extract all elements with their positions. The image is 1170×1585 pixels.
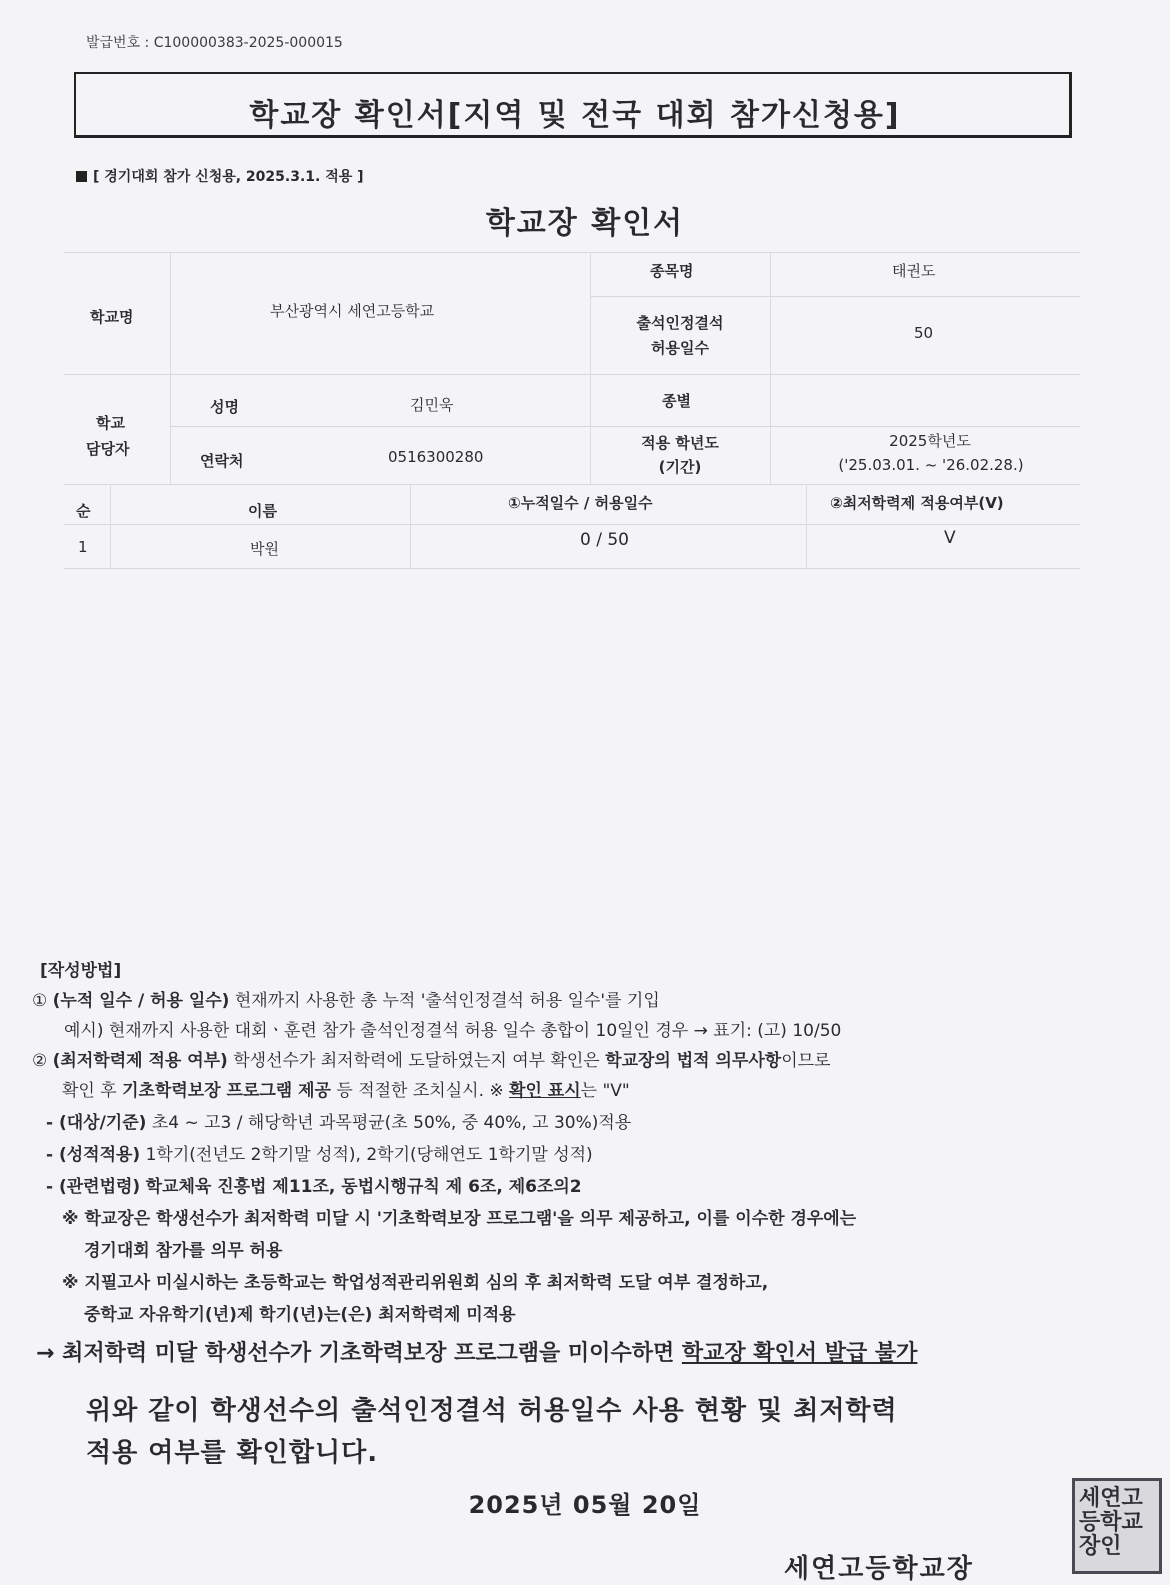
row-no: 1 — [78, 538, 88, 556]
official-seal-icon — [1072, 1478, 1162, 1574]
signer-name: 세연고등학교장 — [784, 1554, 974, 1584]
year-label-1: 적용 학년도 — [641, 434, 719, 452]
instruction-line-8: ※ 학교장은 학생선수가 최저학력 미달 시 '기초학력보장 프로그램'을 의무 제공하고, 이를 이수한 경우에는 — [62, 1209, 857, 1229]
instruction-line-10: ※ 지필고사 미실시하는 초등학교는 학업성적관리위원회 심의 후 최저학력 도달 여부 결정하고, — [62, 1273, 769, 1293]
instruction-7-title: - (관련법령) — [46, 1177, 141, 1197]
sport-label: 종목명 — [650, 262, 694, 280]
allowed-days-label-2: 허용일수 — [651, 339, 709, 357]
form-note-text: [ 경기대회 참가 신청용, 2025.3.1. 적용 ] — [93, 169, 364, 185]
table-rule — [170, 426, 1080, 427]
contact-label: 연락처 — [200, 452, 244, 470]
instruction-5-title: - (대상/기준) — [46, 1113, 147, 1133]
confirmation-line-1: 위와 같이 학생선수의 출석인정결석 허용일수 사용 현황 및 최저학력 — [86, 1396, 898, 1426]
manager-label-1: 학교 — [96, 414, 125, 432]
instruction-7-text: 학교체육 진흥법 제11조, 동법시행규칙 제 6조, 제6조의2 — [145, 1177, 582, 1197]
instruction-4-emphasis: 기초학력보장 프로그램 제공 — [122, 1081, 331, 1101]
instruction-line-3 — [32, 1046, 830, 1071]
instruction-3-text: 학생선수가 최저학력에 도달하였는지 여부 확인은 — [233, 1051, 600, 1071]
warning-line — [36, 1336, 917, 1367]
table-rule — [64, 568, 1080, 569]
table-rule — [590, 296, 1080, 297]
seal-text: 세연고등학교장인 — [1079, 1486, 1143, 1559]
instruction-5-text: 초4 ~ 고3 / 해당학년 과목평균(초 50%, 중 40%, 고 30%)적용 — [151, 1113, 632, 1133]
instructions-heading: [작성방법] — [40, 961, 122, 981]
table-rule — [410, 484, 411, 568]
warning-text: → 최저학력 미달 학생선수가 기초학력보장 프로그램을 미이수하면 — [36, 1341, 675, 1366]
main-title: 학교장 확인서[지역 및 전국 대회 참가신청용] — [249, 98, 901, 133]
square-bullet-icon — [76, 171, 87, 182]
warning-underline: 학교장 확인서 발급 불가 — [681, 1341, 918, 1366]
form-note — [76, 166, 364, 186]
issue-number: 발급번호 : C100000383-2025-000015 — [86, 35, 343, 51]
instruction-line-5 — [46, 1108, 631, 1133]
instruction-6-title: - (성적적용) — [46, 1145, 141, 1165]
column-header-no: 순 — [76, 502, 91, 520]
instruction-4-a: 확인 후 — [62, 1081, 117, 1101]
table-rule — [64, 524, 1080, 525]
instruction-6-text: 1학기(전년도 2학기말 성적), 2학기(당해연도 1학기말 성적) — [145, 1145, 593, 1165]
instruction-4-c: 는 "V" — [580, 1081, 630, 1101]
instruction-4-b: 등 적절한 조치실시. ※ — [336, 1081, 504, 1101]
instruction-line-11: 중학교 자유학기(년)제 학기(년)는(은) 최저학력제 미적용 — [84, 1305, 516, 1325]
instruction-3-title: (최저학력제 적용 여부) — [52, 1051, 228, 1071]
instruction-line-2: 예시) 현재까지 사용한 대회ㆍ훈련 참가 출석인정결석 허용 일수 총합이 10일인 경우 → 표기: (고) 10/50 — [64, 1021, 842, 1041]
name-label: 성명 — [210, 398, 239, 416]
gender-label: 종별 — [662, 392, 691, 410]
column-header-days: ①누적일수 / 허용일수 — [508, 494, 653, 512]
row-days: 0 / 50 — [580, 530, 629, 550]
column-header-applied: ②최저학력제 적용여부(V) — [830, 494, 1004, 512]
row-name: 박원 — [250, 540, 279, 558]
year-value-1: 2025학년도 — [889, 432, 971, 450]
table-rule — [64, 484, 1080, 485]
sport-value: 태권도 — [892, 262, 936, 280]
instruction-1-text: 현재까지 사용한 총 누적 '출석인정결석 허용 일수'를 기입 — [234, 991, 660, 1011]
circled-2: ② — [32, 1051, 48, 1071]
table-rule — [110, 484, 111, 568]
instruction-line-7 — [46, 1172, 582, 1197]
table-rule — [64, 252, 1080, 253]
manager-label-2: 담당자 — [86, 440, 130, 458]
school-label: 학교명 — [90, 308, 134, 326]
main-title-box — [74, 72, 1072, 138]
circled-1: ① — [32, 991, 48, 1011]
school-value: 부산광역시 세연고등학교 — [270, 302, 435, 320]
allowed-days-label-1: 출석인정결석 — [636, 314, 724, 332]
table-rule — [806, 484, 807, 568]
allowed-days-value: 50 — [914, 324, 934, 342]
column-header-name: 이름 — [248, 502, 277, 520]
instruction-line-1 — [32, 986, 660, 1011]
instruction-3-emphasis: 학교장의 법적 의무사항 — [605, 1051, 782, 1071]
instruction-line-9: 경기대회 참가를 의무 허용 — [84, 1241, 283, 1261]
table-rule — [170, 252, 171, 484]
instruction-4-underline: 확인 표시 — [509, 1081, 581, 1101]
confirmation-line-2: 적용 여부를 확인합니다. — [86, 1438, 379, 1468]
instruction-1-title: (누적 일수 / 허용 일수) — [52, 991, 230, 1011]
issue-date: 2025년 05월 20일 — [468, 1491, 702, 1519]
instruction-3-tail: 이므로 — [781, 1051, 831, 1071]
table-rule — [64, 374, 1080, 375]
doc-title: 학교장 확인서 — [485, 206, 685, 241]
name-value: 김민욱 — [410, 396, 454, 414]
year-value-2: ('25.03.01. ~ '26.02.28.) — [838, 456, 1024, 474]
instruction-line-6 — [46, 1140, 593, 1165]
contact-value: 0516300280 — [388, 448, 484, 466]
table-rule — [770, 252, 771, 484]
instruction-line-4 — [62, 1076, 630, 1101]
year-label-2: (기간) — [658, 458, 702, 476]
row-applied: V — [944, 528, 956, 548]
